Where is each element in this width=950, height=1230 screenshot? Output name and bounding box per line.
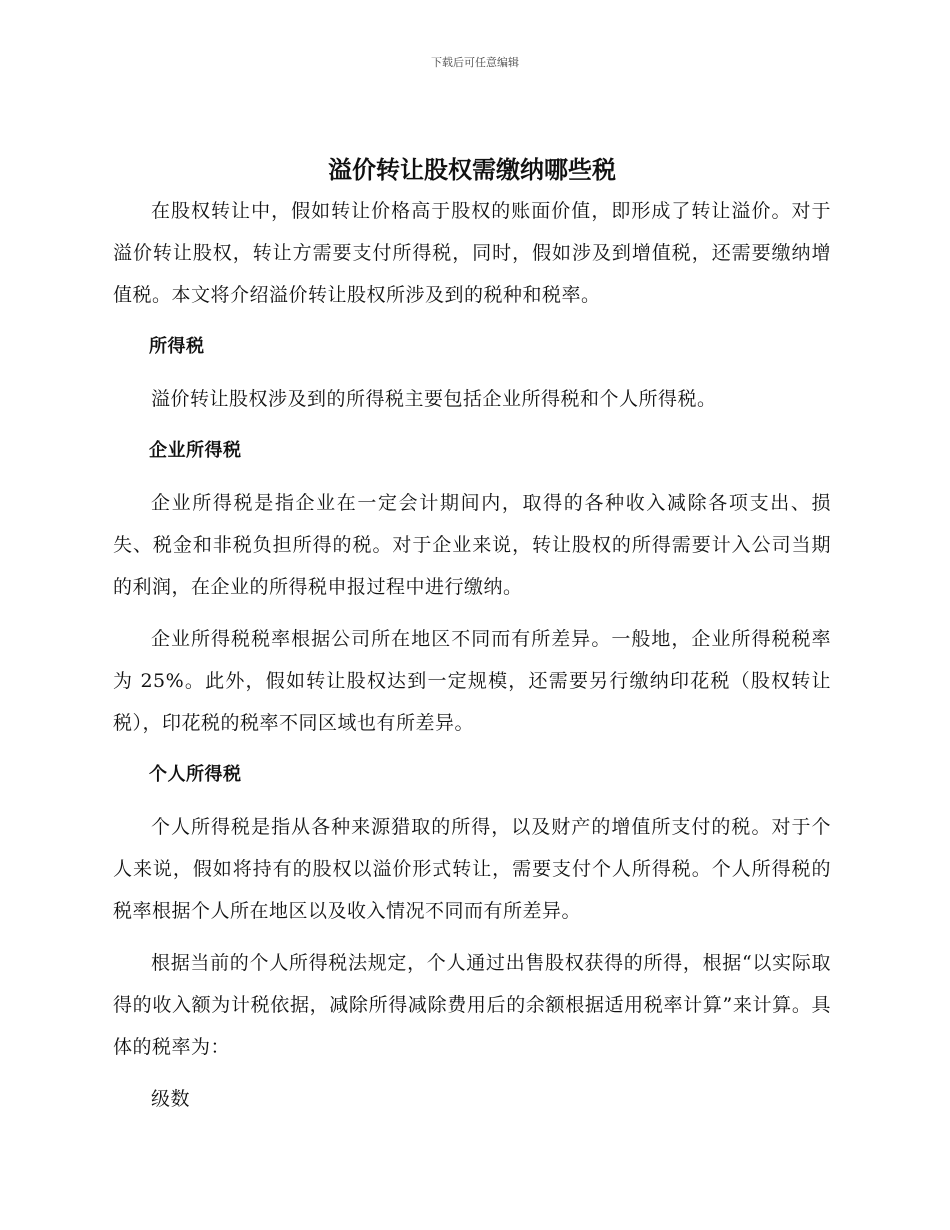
- document-body: [113, 150, 831, 1120]
- intro-paragraph: 在股权转让中，假如转让价格高于股权的账面价值，即形成了转让溢价。对于溢价转让股权，转让方需要支付所得税，同时，假如涉及到增值税，还需要缴纳增值税。本文将介绍溢价转让股权所涉及到的税种和税率。: [113, 200, 831, 306]
- personal-tax-paragraph-2: 根据当前的个人所得税法规定，个人通过出售股权获得的所得，根据“以实际取得的收入额为计税依据，减除所得减除费用后的余额根据适用税率计算”来计算。具体的税率为：: [113, 952, 831, 1058]
- personal-tax-paragraph-1: 个人所得税是指从各种来源猎取的所得，以及财产的增值所支付的税。对于个人来说，假如将持有的股权以溢价形式转让，需要支付个人所得税。个人所得税的税率根据个人所在地区以及收入情况不同而有所差异。: [113, 816, 831, 922]
- heading-corporate-tax: 企业所得税: [149, 440, 242, 461]
- income-tax-paragraph: 溢价转让股权涉及到的所得税主要包括企业所得税和个人所得税。: [151, 388, 717, 410]
- corporate-tax-paragraph-1: 企业所得税是指企业在一定会计期间内，取得的各种收入减除各项支出、损失、税金和非税负担所得的税。对于企业来说，转让股权的所得需要计入公司当期的利润，在企业的所得税申报过程中进行缴纳。: [113, 492, 831, 598]
- heading-personal-tax: 个人所得税: [149, 764, 242, 785]
- tax-bracket-label: 级数: [151, 1088, 191, 1110]
- header-note: 下载后可任意编辑: [431, 56, 519, 69]
- document-title: 溢价转让股权需缴纳哪些税: [328, 156, 616, 184]
- corporate-tax-paragraph-2: 企业所得税税率根据公司所在地区不同而有所差异。一般地，企业所得税税率为 25%。此外，假如转让股权达到一定规模，还需要另行缴纳印花税（股权转让税），印花税的税率不同区域也有所差异。: [113, 628, 831, 734]
- heading-income-tax: 所得税: [149, 336, 205, 357]
